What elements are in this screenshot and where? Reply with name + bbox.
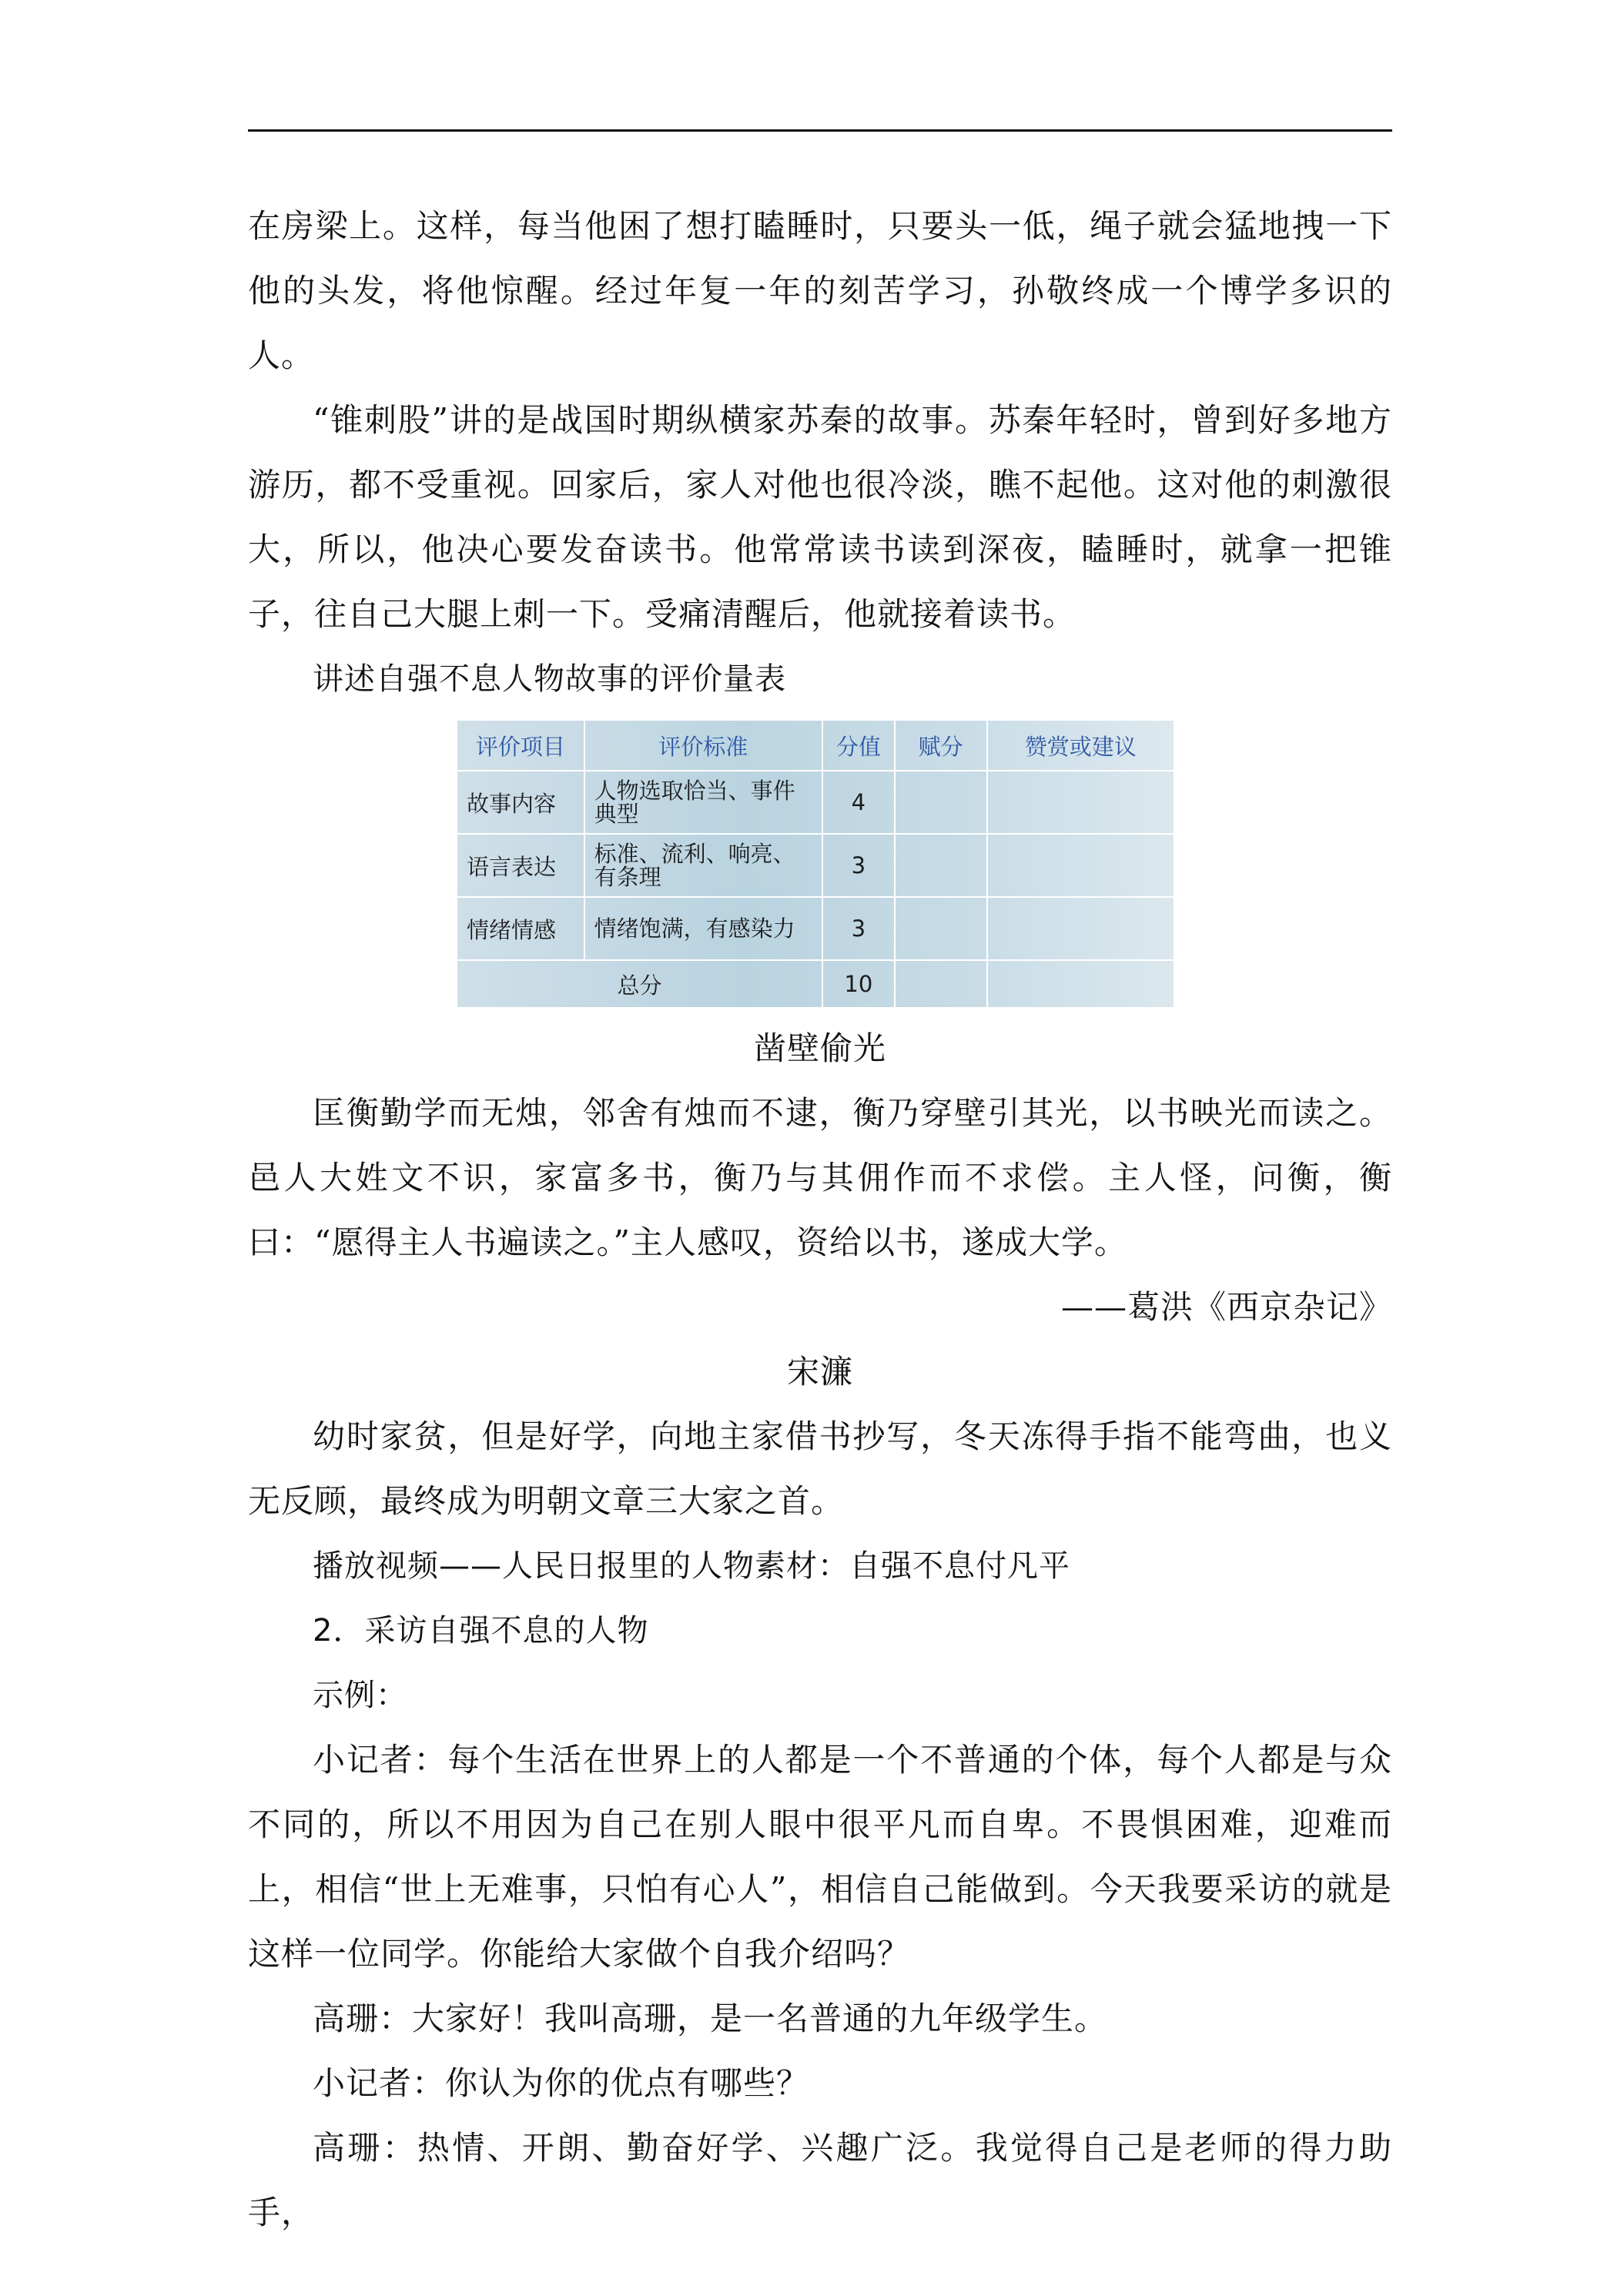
story1-title: 凿壁偷光 bbox=[753, 1029, 886, 1067]
row-criteria: 情绪饱满，有感染力 bbox=[584, 897, 822, 960]
dialogue-reporter-2: 小记者：你认为你的优点有哪些？ bbox=[313, 2064, 810, 2102]
dialogue-gaoshan-1: 高珊：大家好！我叫高珊，是一名普通的九年级学生。 bbox=[313, 2000, 1108, 2037]
story1-body: 匡衡勤学而无烛，邻舍有烛而不逮，衡乃穿壁引其光，以书映光而读之。邑人大姓文不识，家富多书，衡乃与其佣作而不求偿。主人怪，问衡，衡曰：“愿得主人书遍读之。”主人感叹，资给以书，遂成大学。 bbox=[248, 1094, 1392, 1261]
total-label: 总分 bbox=[457, 960, 822, 1008]
table-row bbox=[457, 834, 1174, 897]
dialogue-reporter-1: 小记者：每个生活在世界上的人都是一个不普通的个体，每个人都是与众不同的，所以不用因为自己在别人眼中很平凡而自卑。不畏惧困难，迎难而上，相信“世上无难事，只怕有心人”，相信自己能做到。今天我要采访的就是这样一位同学。你能给大家做个自我介绍吗？ bbox=[248, 1741, 1392, 1973]
table-row bbox=[457, 771, 1174, 834]
story2-title: 宋濂 bbox=[786, 1353, 853, 1391]
rubric-table-container bbox=[456, 719, 1175, 1009]
row-item: 故事内容 bbox=[457, 771, 584, 834]
header-comments: 赞赏或建议 bbox=[987, 720, 1174, 771]
example-label: 示例： bbox=[313, 1678, 407, 1713]
row-item: 情绪情感 bbox=[457, 897, 584, 960]
row-assigned bbox=[895, 897, 987, 960]
total-assigned bbox=[895, 960, 987, 1008]
header-assigned: 赋分 bbox=[895, 720, 987, 771]
header-rule bbox=[248, 129, 1392, 132]
row-score: 4 bbox=[822, 771, 895, 834]
row-score: 3 bbox=[822, 834, 895, 897]
dialogue-gaoshan-2: 高珊：热情、开朗、勤奋好学、兴趣广泛。我觉得自己是老师的得力助手， bbox=[248, 2129, 1392, 2231]
total-score: 10 bbox=[822, 960, 895, 1008]
row-assigned bbox=[895, 834, 987, 897]
row-comments bbox=[987, 771, 1174, 834]
table-row bbox=[457, 897, 1174, 960]
rubric-table bbox=[456, 719, 1175, 1009]
row-comments bbox=[987, 897, 1174, 960]
header-item: 评价项目 bbox=[457, 720, 584, 771]
row-comments bbox=[987, 834, 1174, 897]
row-score: 3 bbox=[822, 897, 895, 960]
total-comments bbox=[987, 960, 1174, 1008]
story1-source: ——葛洪《西京杂记》 bbox=[1060, 1288, 1392, 1326]
rubric-total-row bbox=[457, 960, 1174, 1008]
paragraph-su-qin: “锥刺股”讲的是战国时期纵横家苏秦的故事。苏秦年轻时，曾到好多地方游历，都不受重视。回家后，家人对他也很冷淡，瞧不起他。这对他的刺激很大，所以，他决心要发奋读书。他常常读书读到深夜，瞌睡时，就拿一把锥子，往自己大腿上刺一下。受痛清醒后，他就接着读书。 bbox=[248, 401, 1392, 633]
row-criteria: 标准、流利、响亮、有条理 bbox=[584, 834, 822, 897]
page-content bbox=[248, 194, 1392, 2245]
row-item: 语言表达 bbox=[457, 834, 584, 897]
story2-body: 幼时家贫，但是好学，向地主家借书抄写，冬天冻得手指不能弯曲，也义无反顾，最终成为明朝文章三大家之首。 bbox=[248, 1417, 1392, 1520]
header-criteria: 评价标准 bbox=[584, 720, 822, 771]
rubric-header-row bbox=[457, 720, 1174, 771]
row-criteria: 人物选取恰当、事件典型 bbox=[584, 771, 822, 834]
section-heading: 2．采访自强不息的人物 bbox=[313, 1613, 649, 1648]
video-line: 播放视频——人民日报里的人物素材：自强不息付凡平 bbox=[313, 1548, 1070, 1584]
table-title: 讲述自强不息人物故事的评价量表 bbox=[313, 661, 786, 697]
paragraph-sun-jing: 在房梁上。这样，每当他困了想打瞌睡时，只要头一低，绳子就会猛地拽一下他的头发，将他惊醒。经过年复一年的刻苦学习，孙敬终成一个博学多识的人。 bbox=[248, 207, 1392, 374]
header-score: 分值 bbox=[822, 720, 895, 771]
row-assigned bbox=[895, 771, 987, 834]
